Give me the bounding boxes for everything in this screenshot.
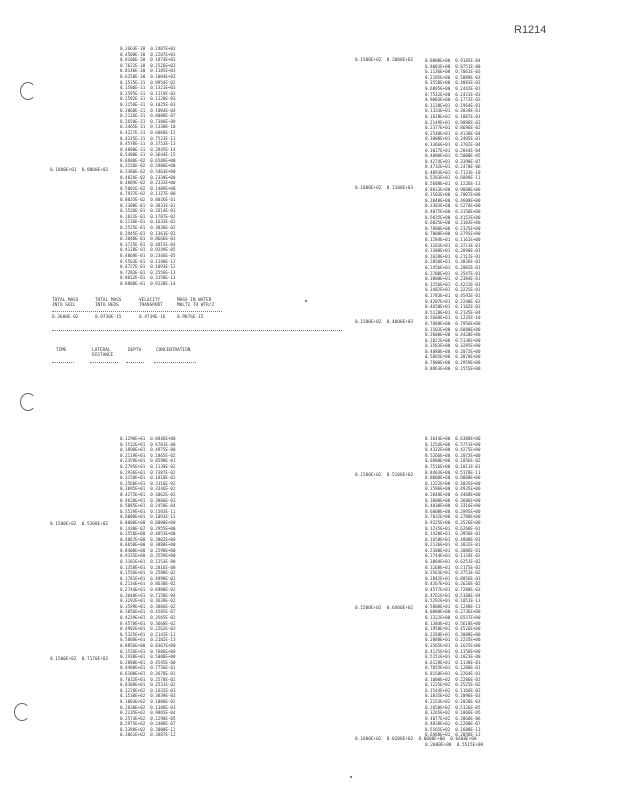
table-row: 0.5563E-01 0.1148E-12 bbox=[120, 258, 176, 264]
table-row: 0.3482E+01 0.3225E-01 bbox=[425, 287, 481, 293]
table-row: 0.4322E+00 0.4275E+00 bbox=[425, 447, 481, 453]
table-row: 0.9003E+00 0.1772E-03 bbox=[425, 97, 481, 103]
table-row: 0.2350E+01 0.3888E+00 bbox=[425, 631, 481, 637]
table-row: 0.2945E-01 0.1361E-03 bbox=[120, 230, 176, 236]
data-table-lower-right bbox=[425, 436, 480, 738]
table-row: 0.1526E+01 0.7686E+00 bbox=[120, 648, 176, 654]
scan-speck bbox=[305, 300, 307, 302]
table-row: 0.7000E+00 0.2325E+00 bbox=[425, 225, 481, 231]
time-label: 0.1500E+02 0.5300E+02 bbox=[50, 522, 109, 527]
table-row: 0.7516E+00 0.1011E-01 bbox=[425, 463, 481, 469]
table-row: 0.2888E+01 0.4545E-00 bbox=[120, 659, 176, 665]
profile-col-lateral: LATERAL DISTANCE bbox=[92, 348, 114, 359]
table-row: 0.7000E+00 0.2959E+00 bbox=[425, 360, 481, 366]
table-row: 0.6888E+00 0.1856E-02 bbox=[425, 458, 481, 464]
time-label: 0.1500E+02 0.4000E+03 bbox=[355, 320, 414, 325]
table-row: 0.1532E+01 0.6701E-00 bbox=[120, 441, 176, 447]
table-row: 0.3256E+01 0.4222E-01 bbox=[425, 281, 481, 287]
table-row: 0.3366E+01 0.3702E-04 bbox=[425, 141, 481, 147]
table-row: 0.2126E-31 0.8008E-07 bbox=[120, 113, 176, 119]
table-row: 0.0000E+00 0.0000E+00 bbox=[120, 519, 176, 525]
table-row: 0.1890E+01 0.4975E-00 bbox=[120, 447, 176, 453]
profile-col-depth: DEPTH bbox=[128, 348, 142, 353]
table-row: 0.2050E+01 0.3836E-01 bbox=[425, 259, 481, 265]
table-row: 0.4030E+00 0.3316E+00 bbox=[425, 503, 481, 509]
table-row: 0.1526E-01 0.2614E-01 bbox=[120, 208, 176, 214]
table-row: 0.5283E+01 0.6889E-11 bbox=[425, 175, 481, 181]
table-row: 0.2136E+01 0.3832E-01 bbox=[425, 542, 481, 548]
table-row: 0.3725E-01 0.4015E-04 bbox=[120, 241, 176, 247]
table-row: 0.9325E+00 0.3526E+00 bbox=[425, 519, 481, 525]
table-row: 0.1300E-01 0.3831E-01 bbox=[120, 202, 176, 208]
scan-speck bbox=[350, 776, 352, 778]
table-row: 0.4075E+00 0.3158E+00 bbox=[425, 209, 481, 215]
table-row: 0.3895E+01 0.3346E-02 bbox=[120, 486, 176, 492]
table-row: 0.2153E+02 0.2028E-03 bbox=[425, 698, 481, 704]
table-row: 0.2068E-31 0.1004E-04 bbox=[120, 107, 176, 113]
table-row: 0.1333E+01 0.3839E-01 bbox=[425, 108, 481, 114]
table-row: 0.1803E+02 0.1008E-02 bbox=[120, 698, 176, 704]
table-row: 0.3048E-01 0.8666E-03 bbox=[120, 236, 176, 242]
table-row: 0.0000E+00 0.2736E+00 bbox=[425, 609, 481, 615]
table-row: 0.1503E+00 0.7007E+00 bbox=[425, 192, 481, 198]
table-row: 0.3783E+01 0.4592E-01 bbox=[425, 292, 481, 298]
table-row: 0.3004E+01 0.6251E-02 bbox=[425, 559, 481, 565]
table-row: 0.9335E+00 0.3559E+00 bbox=[120, 553, 176, 559]
table-row: 0.3292E+01 0.3638E-02 bbox=[120, 598, 176, 604]
table-row: 0.3386E-02 0.3463E+00 bbox=[120, 169, 176, 175]
table-row: 0.6727E-01 0.1093E-12 bbox=[120, 264, 176, 270]
table-row: 0.2744E+01 0.6988E-02 bbox=[120, 587, 176, 593]
table-row: 0.3000E+00 0.3686E+00 bbox=[425, 497, 481, 503]
table-row: 0.4826E-02 0.2330E+00 bbox=[120, 174, 176, 180]
summary-value-3: 0.4739E-16 bbox=[139, 315, 166, 320]
table-row: 0.4335E-31 0.7523E-13 bbox=[120, 135, 176, 141]
summary-value-2: 0.9730E-15 bbox=[95, 315, 122, 320]
time-label: 0.1500E+02 0.7170E+02 bbox=[50, 657, 109, 662]
table-row: 0.8388E+01 0.2531E-02 bbox=[120, 682, 176, 688]
table-row: 0.1358E+01 0.2816E-00 bbox=[120, 564, 176, 570]
table-row: 0.0000E+00 0.0000E+00 bbox=[425, 475, 481, 481]
data-table-upper-right bbox=[425, 58, 480, 371]
table-row: 0.4628E+01 0.3866E-03 bbox=[120, 497, 176, 503]
table-row: 0.1530E+02 0.3839E-03 bbox=[120, 693, 176, 699]
table-row: 0.2119E+01 0.1865E-02 bbox=[120, 452, 176, 458]
table-row: 0.3827E+01 0.2844E-04 bbox=[425, 147, 481, 153]
table-row: 0.2592E-31 0.1120E-03 bbox=[120, 96, 176, 102]
table-row: 0.5266E+00 0.2072E+00 bbox=[425, 452, 481, 458]
table-row: 0.1525E-31 0.9954E-02 bbox=[120, 79, 176, 85]
table-row: 0.4732E+01 0.2478E-06 bbox=[425, 164, 481, 170]
table-row: 0.5888E+01 0.1248E-13 bbox=[425, 603, 481, 609]
table-row: 0.5151E+01 0.1023E-00 bbox=[425, 654, 481, 660]
table-row: 0.4077E+02 0.3860E-06 bbox=[425, 715, 481, 721]
table-row: 0.1556E+01 0.2588E-02 bbox=[120, 570, 176, 576]
table-row: 0.1430E-07 0.2955E+00 bbox=[120, 525, 176, 531]
table-row: 0.3268E+01 0.2175E-02 bbox=[425, 564, 481, 570]
table-row: 0.1644E+00 0.6388E+00 bbox=[425, 436, 481, 441]
table-row: 0.4267E+01 0.2626E-02 bbox=[425, 581, 481, 587]
summary-col-mass-into-beds: TOTAL MASS INTO BEDS bbox=[95, 298, 122, 309]
table-row: 0.1388E+01 0.2890E-01 bbox=[425, 248, 481, 254]
table-row: 0.5888E+01 0.2182E-13 bbox=[120, 637, 176, 643]
table-row: 0.2134E+01 0.8630E-02 bbox=[120, 581, 176, 587]
table-row: 0.2048E+00 0.4600E+00 bbox=[425, 197, 481, 203]
table-row: 0.2048E+00 0.4468E+00 bbox=[425, 491, 481, 497]
table-row: 0.5325E+01 0.2142E-12 bbox=[120, 631, 176, 637]
binder-hole-mark bbox=[20, 82, 36, 100]
summary-value-1: 0.3688E-02 bbox=[52, 315, 79, 320]
table-row: 0.4838E+02 0.2200E-07 bbox=[425, 721, 481, 727]
time-label: 0.1500E+02 0.2000E+02 bbox=[355, 58, 414, 63]
table-row: 0.1620E+01 0.2112E-01 bbox=[425, 253, 481, 259]
table-row: 0.1181E+01 0.1253E-00 bbox=[120, 559, 176, 565]
summary-col-mass-in-water: MASS IN WATER MULTI TO WTR/2 bbox=[177, 298, 215, 309]
table-row: 0.1222E+00 0.3035E+00 bbox=[425, 480, 481, 486]
table-row: 0.8400E+00 0.2598E+00 bbox=[120, 547, 176, 553]
table-row: 0.5688E+01 0.1235E-10 bbox=[425, 315, 481, 321]
table-row: 0.1420E+01 0.3958E-01 bbox=[425, 531, 481, 537]
table-row: 0.7055E+01 0.1288E-01 bbox=[425, 665, 481, 671]
final-row-continued: 0.2000E+00 0.5515E+00 bbox=[425, 743, 484, 748]
table-row: 0.3583E+00 0.3285E+00 bbox=[425, 343, 481, 349]
table-row: 0.3265E+02 0.1066E-05 bbox=[425, 710, 481, 716]
table-row: 0.1938E+01 0.5088E+00 bbox=[120, 654, 176, 660]
table-row: 0.2136E-01 0.1633E-02 bbox=[120, 219, 176, 225]
table-row: 0.3599E+01 0.3066E-02 bbox=[120, 603, 176, 609]
table-row: 0.6128E+01 0.1138E-01 bbox=[425, 659, 481, 665]
table-row: 0.3008E+01 0.2485E-01 bbox=[425, 136, 481, 142]
table-row: 0.4577E+01 0.7288E-03 bbox=[425, 587, 481, 593]
profile-underline bbox=[126, 362, 144, 363]
table-row: 0.1156E-31 0.1025E-03 bbox=[120, 101, 176, 107]
table-row: 0.1503E+00 0.6880E+00 bbox=[425, 326, 481, 332]
table-row: 0.3568E+01 0.3116E-02 bbox=[120, 480, 176, 486]
table-row: 0.8150E+01 0.2264E-01 bbox=[425, 670, 481, 676]
table-row: 0.6108E+01 0.2678E-01 bbox=[120, 670, 176, 676]
table-row: 0.2030E+02 0.1388E-03 bbox=[120, 704, 176, 710]
table-row: 0.1658E+01 0.4888E-01 bbox=[425, 536, 481, 542]
table-row: 0.3558E+00 0.4883E-03 bbox=[425, 80, 481, 86]
table-row: 0.1235E+01 0.6268E-01 bbox=[425, 525, 481, 531]
table-row: 0.2456E+01 0.2082E-01 bbox=[425, 264, 481, 270]
table-row: 0.2556E+00 0.4853E+00 bbox=[120, 531, 176, 537]
data-table-upper-left bbox=[120, 46, 175, 287]
table-row: 0.1183E+01 0.3713E-01 bbox=[425, 242, 481, 248]
table-row: 0.8003E+00 0.8751E-00 bbox=[425, 63, 481, 69]
table-row: 0.6468E+02 0.2050E-13 bbox=[425, 732, 481, 738]
table-row: 0.4000E+01 0.5000E-05 bbox=[425, 153, 481, 159]
table-row: 0.8888E-01 0.9128E-14 bbox=[120, 280, 176, 286]
table-row: 0.2300E+01 0.3086E-01 bbox=[425, 547, 481, 553]
table-row: 0.8148E-30 0.1185E+03 bbox=[120, 68, 176, 74]
time-label: 0.1500E+02 0.5100E+02 bbox=[355, 473, 414, 478]
table-row: 0.1120E+01 0.1964E-01 bbox=[425, 102, 481, 108]
table-row: 0.3156E-02 0.5900E+00 bbox=[120, 163, 176, 169]
summary-col-velocity: VELOCITY TRANSPORT bbox=[139, 298, 163, 309]
table-row: 0.3856E+01 0.4585E-07 bbox=[120, 609, 176, 615]
table-row: 0.3842E+01 0.8856E-03 bbox=[425, 575, 481, 581]
table-row: 0.3563E+01 0.3751E-02 bbox=[425, 570, 481, 576]
table-row: 0.2000E+00 0.4420E+00 bbox=[425, 332, 481, 338]
table-row: 0.3158E+01 0.1010E-02 bbox=[120, 475, 176, 481]
table-row: 0.2822E+00 0.5138E+00 bbox=[425, 337, 481, 343]
profile-underline bbox=[154, 362, 196, 363]
table-row: 0.1628E+01 0.1887E-01 bbox=[425, 113, 481, 119]
table-row: 0.5128E+01 0.2135E-04 bbox=[425, 309, 481, 315]
table-row: 0.4275E+01 0.3062E-03 bbox=[120, 491, 176, 497]
table-row: 0.4274E+01 0.3390E-07 bbox=[425, 158, 481, 164]
table-row: 0.6095E+00 0.2442E-01 bbox=[425, 85, 481, 91]
table-row: 0.1835E+02 0.2096E-03 bbox=[425, 693, 481, 699]
table-row: 0.1284E+01 0.1161E+00 bbox=[425, 237, 481, 242]
table-row: 0.4800E-31 0.2845E-14 bbox=[120, 146, 176, 152]
table-row: 0.5688E+01 0.1226E-13 bbox=[425, 181, 481, 187]
table-row: 0.5292E+01 0.1051E-11 bbox=[425, 598, 481, 604]
table-row: 0.0000E+00 0.9185E-04 bbox=[425, 58, 481, 63]
table-row: 0.2540E+01 0.4138E-04 bbox=[425, 130, 481, 136]
table-row: 0.8856E+00 0.8367E+00 bbox=[120, 642, 176, 648]
summary-value-4: 0.9876E-15 bbox=[177, 315, 204, 320]
table-row: 0.7622E-30 0.1526E+03 bbox=[120, 62, 176, 68]
table-row: 0.2149E+01 0.9896E-02 bbox=[425, 119, 481, 125]
table-row: 0.1225E+02 0.2525E-02 bbox=[425, 682, 481, 688]
table-row: 0.7032E+01 0.2578E-02 bbox=[120, 676, 176, 682]
table-row: 0.1228E+02 0.1632E-03 bbox=[120, 687, 176, 693]
table-row: 0.8463E+00 0.5178E-11 bbox=[425, 469, 481, 475]
table-row: 0.2700E+01 0.2547E-01 bbox=[425, 270, 481, 276]
table-row: 0.4578E+01 0.3660E-02 bbox=[120, 620, 176, 626]
table-row: 0.2574E+02 0.1298E-05 bbox=[120, 715, 176, 721]
table-row: 0.5001E-02 0.1409E+00 bbox=[120, 185, 176, 191]
table-row: 0.6000E+01 0.1093E-13 bbox=[120, 514, 176, 520]
table-row: 0.8035E-02 0.8026E-01 bbox=[120, 197, 176, 203]
table-row: 0.1544E+02 0.1166E-02 bbox=[425, 687, 481, 693]
table-row: 0.4868E-01 0.2346E-05 bbox=[120, 252, 176, 258]
table-row: 0.2185E+00 0.5889E-03 bbox=[425, 74, 481, 80]
table-row: 0.4889E-02 0.2332E+00 bbox=[120, 180, 176, 186]
table-row: 0.6258E-30 0.1004E+03 bbox=[120, 73, 176, 79]
table-row: 0.3254E+00 0.5751E+00 bbox=[425, 441, 481, 447]
summary-divider bbox=[52, 311, 222, 312]
table-row: 0.4207E+01 0.2240E-02 bbox=[425, 298, 481, 304]
table-row: 0.6000E+00 0.2895E+00 bbox=[425, 508, 481, 514]
table-row: 0.5085E+01 0.2458E-04 bbox=[120, 503, 176, 509]
table-row: 0.7532E+00 0.2431E-03 bbox=[425, 91, 481, 97]
table-row: 0.4488E+01 0.7756E-01 bbox=[120, 665, 176, 671]
table-row: 0.3000E+01 0.2384E-01 bbox=[425, 276, 481, 282]
table-row: 0.8012E-01 0.3158E-13 bbox=[120, 275, 176, 281]
table-row: 0.4239E+01 0.3565E-02 bbox=[120, 615, 176, 620]
table-row: 0.3565E+01 0.1625E+00 bbox=[425, 642, 481, 648]
table-row: 0.8863E+00 0.1555E+00 bbox=[425, 365, 481, 371]
table-row: 0.2744E+01 0.1134E-02 bbox=[425, 553, 481, 559]
table-row: 0.4578E-31 0.3752E-13 bbox=[120, 141, 176, 147]
time-label: 0.1000E+01 0.8000E+02 bbox=[50, 168, 109, 173]
table-row: 0.4902E+01 0.2262E-03 bbox=[120, 626, 176, 632]
profile-col-time: TIME bbox=[56, 348, 67, 353]
table-row: 0.8833E+00 0.9888E+00 bbox=[425, 186, 481, 192]
table-row: 0.2595E-31 0.1119E-03 bbox=[120, 90, 176, 96]
table-row: 0.6680E-02 0.6586E+00 bbox=[120, 157, 176, 163]
profile-col-concentration: CONCENTRATION bbox=[156, 348, 191, 353]
table-row: 0.5480E-31 0.3644E-15 bbox=[120, 152, 176, 158]
table-row: 0.6650E+00 0.3880E+00 bbox=[120, 542, 176, 548]
table-row: 0.2377E+01 0.8696E-02 bbox=[425, 125, 481, 131]
time-label: 0.1800E+02 0.1100E+03 bbox=[355, 186, 414, 191]
table-row: 0.1822E-01 0.1787E-02 bbox=[120, 213, 176, 219]
table-row: 0.2650E-31 0.7386E-08 bbox=[120, 118, 176, 124]
table-row: 0.7088E+00 0.7956E+00 bbox=[425, 320, 481, 326]
binder-hole-mark bbox=[20, 393, 36, 411]
section-divider bbox=[52, 330, 342, 331]
table-row: 0.2663E-38 0.2407E+03 bbox=[120, 46, 176, 51]
table-row: 0.3303E+00 0.5278E+00 bbox=[425, 203, 481, 209]
table-row: 0.4125E+01 0.1358E+00 bbox=[425, 648, 481, 654]
table-row: 0.7800E+00 0.2795E+00 bbox=[425, 231, 481, 237]
table-row: 0.1596E+00 0.4935E+00 bbox=[425, 486, 481, 492]
time-label: 0.1500E+02 0.6400E+02 bbox=[355, 606, 414, 611]
table-row: 0.1136E+00 0.7061E-03 bbox=[425, 69, 481, 75]
table-row: 0.4650E+01 0.1182E-03 bbox=[425, 304, 481, 310]
table-row: 0.2235E+02 0.9865E-04 bbox=[120, 710, 176, 716]
table-row: 0.7032E+00 0.2798E+00 bbox=[425, 514, 481, 520]
table-row: 0.4893E+01 0.7133E-10 bbox=[425, 169, 481, 175]
table-row: 0.1506E-31 0.1321E+03 bbox=[120, 85, 176, 91]
table-row: 0.4888E+00 0.2072E+00 bbox=[425, 348, 481, 354]
table-row: 0.4067E+00 0.3882E+00 bbox=[120, 536, 176, 542]
table-row: 0.2975E+02 0.2488E-07 bbox=[120, 721, 176, 727]
table-row: 0.7283E-01 0.2556E-13 bbox=[120, 269, 176, 275]
table-row: 0.1384E+01 0.5618E+00 bbox=[425, 620, 481, 626]
binder-hole-mark bbox=[14, 703, 30, 721]
data-table-lower-left bbox=[120, 436, 175, 738]
table-row: 0.5565E+02 0.1688E-11 bbox=[425, 726, 481, 732]
document-id: R1214 bbox=[514, 24, 547, 36]
table-row: 0.2936E+01 0.7387E-02 bbox=[120, 469, 176, 475]
profile-underline bbox=[52, 362, 74, 363]
table-row: 0.1781E+01 0.4898E-02 bbox=[120, 575, 176, 581]
table-row: 0.4227E-31 0.6068E-12 bbox=[120, 129, 176, 135]
table-row: 0.3048E+01 0.7158E-04 bbox=[120, 592, 176, 598]
table-row: 0.4508E-30 0.2207E+03 bbox=[120, 51, 176, 57]
final-row: 0.1600E+02 0.8200E+02 0.0000E+00 0.6668E+00 bbox=[355, 737, 477, 742]
table-row: 0.2525E-01 0.3836E-02 bbox=[120, 225, 176, 230]
table-row: 0.3861E+02 0.3887E-12 bbox=[120, 732, 176, 738]
table-row: 0.3465E-31 0.1330E-10 bbox=[120, 124, 176, 130]
table-row: 0.1298E+01 0.8846E+00 bbox=[120, 436, 176, 441]
table-row: 0.1322E+00 0.6537E+00 bbox=[425, 615, 481, 620]
table-row: 0.1958E+01 0.4526E+00 bbox=[425, 626, 481, 632]
table-row: 0.1000E+02 0.2286E-02 bbox=[425, 676, 481, 682]
table-row: 0.8106E-30 0.1874E+03 bbox=[120, 57, 176, 63]
table-row: 0.2650E+02 0.5126E-05 bbox=[425, 704, 481, 710]
summary-col-mass-into-soil: TOTAL MASS INTO SOIL bbox=[52, 298, 79, 309]
profile-underline bbox=[90, 362, 118, 363]
table-row: 0.2795E+01 0.1139E-02 bbox=[120, 463, 176, 469]
table-row: 0.6025E+00 0.3103E+00 bbox=[425, 220, 481, 226]
table-row: 0.5885E+00 0.3078E+00 bbox=[425, 354, 481, 360]
table-row: 0.7937E-02 0.1127E-00 bbox=[120, 191, 176, 197]
table-row: 0.3388E+02 0.3000E-12 bbox=[120, 726, 176, 732]
table-row: 0.2359E+01 0.8598E-01 bbox=[120, 458, 176, 464]
table-row: 0.4761E+01 0.5168E-04 bbox=[425, 592, 481, 598]
table-row: 0.5529E+01 0.1583E-11 bbox=[120, 508, 176, 514]
table-row: 0.5035E+00 0.4152E+00 bbox=[425, 214, 481, 220]
table-row: 0.2888E+01 0.2235E+00 bbox=[425, 637, 481, 643]
table-row: 0.4128E-01 0.9249E-05 bbox=[120, 247, 176, 253]
